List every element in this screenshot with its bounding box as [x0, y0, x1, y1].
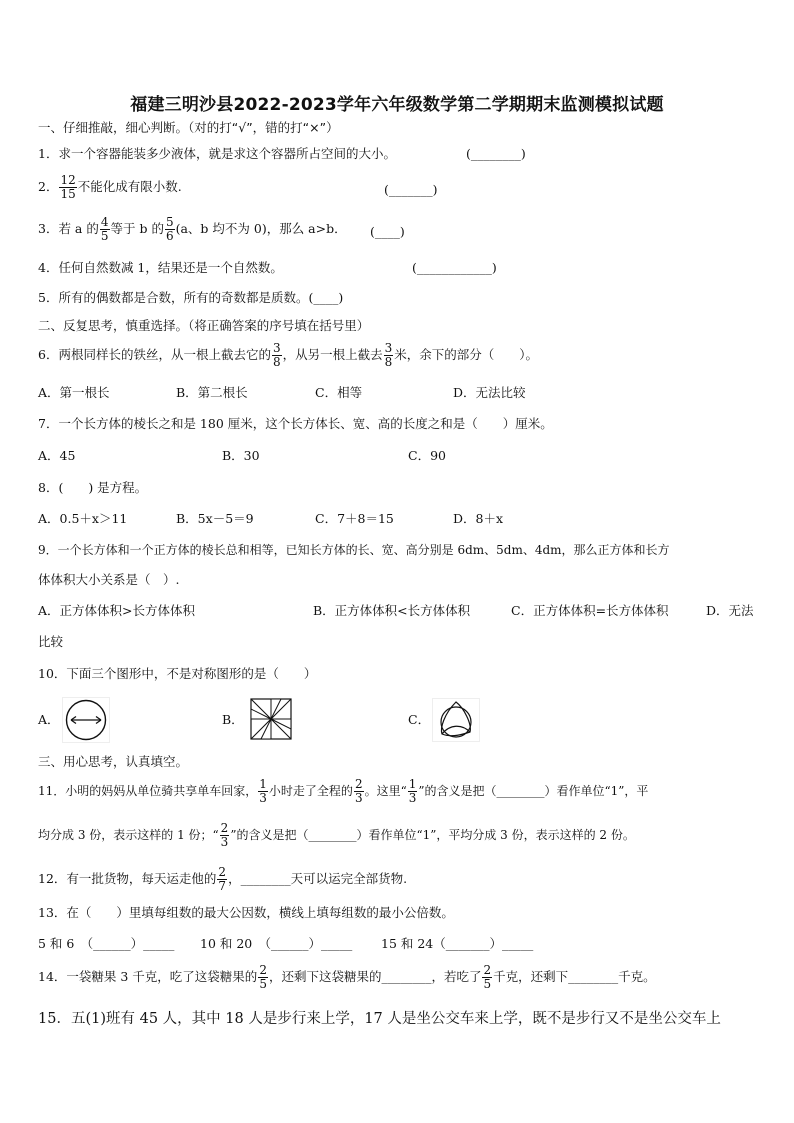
q11-text-4: ”的含义是把（________）看作单位“1”，平 — [418, 784, 649, 798]
q11-text-6: ”的含义是把（________）看作单位“1”，平均分成 3 份，表示这样的 2 份。 — [230, 828, 635, 842]
q6-f1-numerator: 3 — [272, 341, 281, 355]
section-2-heading: 二、反复思考，慎重选择。（将正确答案的序号填在括号里） — [38, 318, 370, 333]
q8-option-d[interactable]: D．8＋x — [453, 511, 504, 526]
q2-denominator: 15 — [60, 187, 76, 201]
trefoil-knot-icon[interactable] — [432, 698, 480, 742]
q3-fraction-1 — [100, 216, 110, 243]
q7-text: 7．一个长方体的棱长之和是 180 厘米，这个长方体长、宽、高的长度之和是（ ）厘米。 — [38, 416, 553, 431]
question-11-line-2 — [38, 822, 635, 849]
q13-text: 13．在（ ）里填每组数的最大公因数，横线上填每组数的最小公倍数。 — [38, 905, 454, 920]
q11-f3-numerator: 1 — [408, 777, 417, 791]
q11-f1-numerator: 1 — [259, 777, 267, 791]
q14-text-3: 千克，还剩下________千克。 — [493, 969, 656, 984]
q11-fraction-3 — [408, 778, 418, 805]
q12-text-1: 12．有一批货物，每天运走他的 — [38, 871, 217, 886]
q6-f1-denominator: 8 — [272, 355, 281, 369]
q6-option-c[interactable]: C．相等 — [315, 385, 363, 400]
section-3-heading: 三、用心思考，认真填空。 — [38, 754, 189, 769]
q6-text-1: 6．两根同样长的铁丝，从一根上截去它的 — [38, 347, 271, 362]
q8-text: 8．( ) 是方程。 — [38, 480, 148, 495]
q11-f2-denominator: 3 — [354, 791, 363, 805]
q14-text-1: 14．一袋糖果 3 千克，吃了这袋糖果的 — [38, 969, 258, 984]
q2-numerator: 12 — [60, 173, 76, 187]
q9-option-c[interactable]: C．正方体体积=长方体体积 — [511, 603, 669, 618]
q3-text-2: 等于 b 的 — [110, 221, 164, 236]
q1-text: 1．求一个容器能装多少液体，就是求这个容器所占空间的大小。 — [38, 146, 396, 161]
q7-option-b[interactable]: B．30 — [222, 448, 260, 463]
q6-text-2: ，从另一根上截去 — [282, 347, 383, 362]
q11-f3-denominator: 3 — [408, 791, 417, 805]
q1-answer-blank[interactable]: (________) — [466, 146, 526, 161]
q6-text-3: 米，余下的部分（ ）。 — [394, 347, 539, 362]
page-title: 福建三明沙县2022-2023学年六年级数学第二学期期末监测模拟试题 — [130, 95, 664, 115]
question-9-line-2: 体体积大小关系是（ ）. — [38, 572, 180, 587]
q9-option-b[interactable]: B．正方体体积<长方体体积 — [313, 603, 471, 618]
question-5 — [38, 290, 343, 306]
q7-option-a[interactable]: A．45 — [38, 448, 76, 463]
question-2 — [38, 174, 182, 201]
q6-fraction-1 — [272, 342, 282, 369]
q6-option-a[interactable]: A．第一根长 — [38, 385, 110, 400]
circle-double-arrow-icon[interactable] — [62, 697, 110, 743]
q13-group-3[interactable]: 15 和 24（_______）_____ — [381, 936, 534, 951]
pinwheel-icon[interactable] — [248, 697, 294, 741]
q11-f4-denominator: 3 — [220, 835, 229, 849]
q10-option-c-label[interactable]: C． — [408, 712, 431, 727]
question-11-line-1 — [38, 778, 648, 805]
q11-text-2: 小时走了全程的 — [268, 784, 353, 798]
q6-f2-denominator: 8 — [384, 355, 393, 369]
q11-f2-numerator: 2 — [354, 777, 363, 791]
q12-numerator: 2 — [218, 865, 227, 879]
q8-option-a[interactable]: A．0.5＋x＞11 — [38, 511, 128, 526]
q11-text-1: 11．小明的妈妈从单位骑共享单车回家， — [38, 784, 258, 798]
question-7 — [38, 416, 553, 432]
q11-text-5: 均分成 3 份，表示这样的 1 份；“ — [38, 828, 219, 842]
q11-fraction-2 — [354, 778, 364, 805]
q14-text-2: ，还剩下这袋糖果的________，若吃了 — [268, 969, 482, 984]
q6-option-d[interactable]: D．无法比较 — [453, 385, 526, 400]
q2-answer-blank[interactable]: (_______) — [384, 182, 438, 197]
q3-f2-denominator: 6 — [165, 229, 174, 243]
q7-option-c[interactable]: C．90 — [408, 448, 446, 463]
q9-option-a[interactable]: A．正方体体积>长方体体积 — [38, 603, 196, 618]
q3-f1-numerator: 4 — [100, 215, 109, 229]
q13-group-2[interactable]: 10 和 20 （______）_____ — [200, 936, 353, 951]
q6-option-b[interactable]: B．第二根长 — [176, 385, 248, 400]
q3-f1-denominator: 5 — [100, 229, 109, 243]
q4-answer-blank[interactable]: (____________) — [412, 260, 497, 275]
q14-f1-numerator: 2 — [259, 963, 267, 977]
question-14 — [38, 964, 656, 991]
q3-text-3: (a、b 均不为 0)，那么 a>b． — [175, 221, 347, 236]
q11-f4-numerator: 2 — [220, 821, 229, 835]
q14-fraction-2 — [482, 964, 492, 991]
q8-option-c[interactable]: C．7＋8＝15 — [315, 511, 394, 526]
q4-text: 4．任何自然数减 1，结果还是一个自然数。 — [38, 260, 283, 275]
q3-f2-numerator: 5 — [165, 215, 174, 229]
question-10 — [38, 666, 316, 682]
q6-fraction-2 — [384, 342, 394, 369]
q14-f2-denominator: 5 — [483, 977, 492, 991]
q12-text-2: ，________天可以运完全部货物. — [228, 871, 408, 886]
q10-option-b-label[interactable]: B． — [222, 712, 244, 727]
q8-option-b[interactable]: B．5x－5＝9 — [176, 511, 254, 526]
q9-option-d[interactable]: D．无法 — [706, 603, 754, 618]
q5-text: 5．所有的偶数都是合数，所有的奇数都是质数。(____) — [38, 290, 344, 305]
q14-f2-numerator: 2 — [483, 963, 492, 977]
question-8 — [38, 480, 147, 496]
q2-text: 不能化成有限小数. — [77, 179, 182, 194]
q10-option-a-label[interactable]: A． — [38, 712, 60, 727]
q2-number: 2． — [38, 179, 59, 194]
q2-fraction — [59, 174, 76, 201]
q11-text-3: 。这里“ — [364, 784, 407, 798]
q9-option-d-continued: 比较 — [38, 634, 64, 649]
q11-fraction-4 — [220, 822, 230, 849]
section-1-heading: 一、仔细推敲，细心判断。（对的打“√”，错的打“×”） — [38, 120, 339, 135]
question-15: 15．五(1)班有 45 人，其中 18 人是步行来上学，17 人是坐公交车来上学，既不是步行又不是坐公交车上 — [38, 1011, 721, 1027]
q11-f1-denominator: 3 — [259, 791, 267, 805]
q10-text: 10．下面三个图形中，不是对称图形的是（ ） — [38, 666, 317, 681]
question-1 — [38, 146, 396, 162]
question-9-line-1: 9．一个长方体和一个正方体的棱长总和相等，已知长方体的长、宽、高分别是 6dm、5dm、4dm，那么正方体和长方 — [38, 543, 670, 557]
q12-fraction — [217, 866, 227, 893]
q13-group-1[interactable]: 5 和 6 （______）_____ — [38, 936, 175, 951]
q3-text-1: 3．若 a 的 — [38, 221, 99, 236]
q3-answer-blank[interactable]: (____) — [370, 224, 405, 239]
q12-denominator: 7 — [218, 879, 227, 893]
q11-fraction-1 — [258, 778, 268, 805]
question-12 — [38, 866, 407, 893]
question-4 — [38, 260, 283, 276]
q14-fraction-1 — [258, 964, 268, 991]
q3-fraction-2 — [165, 216, 175, 243]
question-3 — [38, 216, 347, 243]
q14-f1-denominator: 5 — [259, 977, 267, 991]
question-6 — [38, 342, 538, 369]
question-13 — [38, 905, 454, 921]
q6-f2-numerator: 3 — [384, 341, 393, 355]
